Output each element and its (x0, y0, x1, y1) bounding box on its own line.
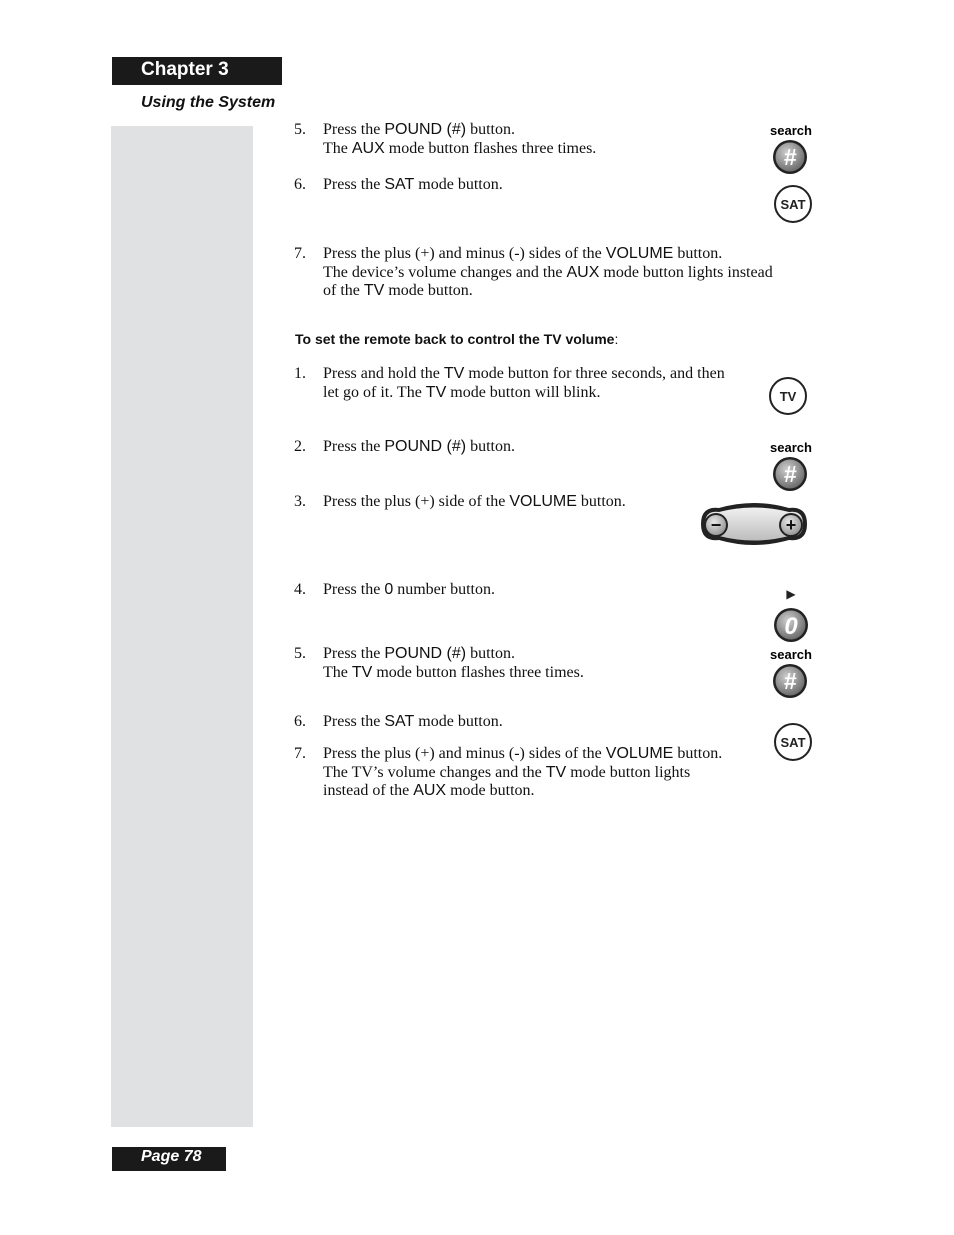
step-line (323, 713, 503, 732)
text-run: mode button. (446, 782, 535, 799)
button-keyword: TV (425, 383, 447, 401)
search-label-2: search (770, 440, 812, 455)
button-keyword: TV (351, 663, 373, 681)
text-run: instead of the (323, 782, 414, 799)
step-line (323, 782, 722, 801)
step-line (323, 140, 596, 159)
step-text (323, 438, 515, 457)
step-text (323, 245, 773, 301)
zero-glyph: 0 (784, 613, 798, 640)
step-line (323, 282, 773, 301)
step-line (323, 438, 515, 457)
page-number-tab (112, 1147, 226, 1171)
text-run: Press the (323, 581, 385, 598)
text-run: mode button flashes three times. (372, 663, 584, 681)
step-number: 6. (294, 176, 306, 193)
sat-label: SAT (780, 197, 806, 212)
text-run: Press the (323, 176, 385, 193)
text-run: number button. (393, 581, 495, 598)
text-run: mode button will blink. (446, 383, 601, 401)
button-keyword: TV (363, 282, 385, 299)
step-number: 4. (294, 581, 306, 598)
step-text (323, 121, 596, 158)
button-keyword: TV (545, 763, 567, 781)
text-run: Press the (323, 645, 385, 662)
step-line (323, 176, 503, 195)
button-keyword: AUX (566, 263, 600, 281)
tv-button-icon (768, 376, 810, 416)
text-run: Press the plus (+) and minus (-) sides of the (323, 745, 606, 762)
button-keyword: 0 (384, 581, 394, 598)
step-text (323, 365, 725, 402)
minus-glyph: − (710, 515, 722, 535)
subheading (295, 331, 618, 347)
text-run: mode button. (414, 176, 503, 193)
step-line (323, 493, 626, 512)
text-run: let go of it. The (323, 383, 426, 401)
step-number: 1. (294, 365, 306, 382)
pound-search-button-icon (764, 123, 818, 179)
text-run: mode button flashes three times. (384, 139, 597, 157)
step-line (323, 645, 584, 664)
text-run: mode button. (414, 713, 503, 730)
step-line (323, 664, 584, 683)
text-run: of the (323, 282, 364, 299)
step-text (323, 645, 584, 682)
step-line (323, 384, 725, 403)
chapter-title: Chapter 3 (141, 59, 229, 80)
pound-search-button-icon-3 (764, 647, 818, 703)
step-text (323, 176, 503, 195)
plus-glyph: + (785, 515, 797, 535)
step-line (323, 264, 773, 283)
step-number: 5. (294, 645, 306, 662)
text-run: Press the (323, 713, 385, 730)
step-text (323, 713, 503, 732)
tv-label: TV (779, 389, 797, 404)
text-run: mode button lights instead (599, 263, 773, 281)
button-keyword: VOLUME (509, 493, 577, 510)
play-glyph: ▶ (786, 587, 796, 601)
button-keyword: SAT (384, 176, 415, 193)
button-keyword: SAT (384, 713, 415, 730)
text-run: The device’s volume changes and the (323, 263, 567, 281)
pound-glyph: # (783, 144, 797, 170)
button-keyword: POUND (#) (384, 121, 467, 138)
subheading-text: To set the remote back to control the TV volume (295, 331, 615, 347)
pound-search-button-icon-2 (764, 440, 818, 496)
search-label-3: search (770, 647, 812, 662)
step-text (323, 493, 626, 512)
text-run: mode button for three seconds, and then (464, 365, 725, 382)
text-run: button. (673, 245, 723, 262)
button-keyword: POUND (#) (384, 438, 467, 455)
pound-glyph-3: # (783, 668, 797, 694)
text-run: Press the (323, 121, 385, 138)
volume-rocker-icon (697, 500, 811, 548)
pound-glyph-2: # (783, 461, 797, 487)
step-line (323, 245, 773, 264)
button-keyword: POUND (#) (384, 645, 467, 662)
step-number: 7. (294, 745, 306, 762)
button-keyword: VOLUME (605, 745, 674, 762)
chapter-header (112, 57, 282, 85)
page-number: Page 78 (141, 1148, 202, 1165)
text-run: The TV’s volume changes and the (323, 763, 546, 781)
text-run: Press the plus (+) and minus (-) sides of the (323, 245, 606, 262)
step-line (323, 764, 722, 783)
subheading-suffix: : (614, 331, 619, 347)
text-run: button. (466, 121, 515, 138)
step-number: 5. (294, 121, 306, 138)
text-run: The (323, 663, 352, 681)
step-number: 7. (294, 245, 306, 262)
sidebar-panel (111, 126, 253, 1127)
step-number: 6. (294, 713, 306, 730)
text-run: button. (466, 645, 515, 662)
text-run: The (323, 139, 352, 157)
text-run: mode button lights (566, 763, 691, 781)
step-line (323, 745, 722, 764)
step-number: 3. (294, 493, 306, 510)
step-text (323, 581, 495, 600)
step-line (323, 121, 596, 140)
sat-button-icon (773, 185, 815, 225)
button-keyword: VOLUME (605, 245, 674, 262)
sat-button-icon-2 (773, 723, 815, 763)
text-run: button. (466, 438, 515, 455)
step-text (323, 745, 722, 801)
text-run: button. (576, 493, 626, 510)
text-run: Press the plus (+) side of the (323, 493, 510, 510)
text-run: Press and hold the (323, 365, 444, 382)
button-keyword: TV (443, 365, 465, 382)
section-title: Using the System (141, 94, 276, 111)
zero-button-icon (768, 584, 814, 644)
step-line (323, 365, 725, 384)
step-line (323, 581, 495, 600)
text-run: button. (673, 745, 723, 762)
button-keyword: AUX (351, 139, 385, 157)
step-number: 2. (294, 438, 306, 455)
button-keyword: AUX (413, 782, 447, 799)
text-run: Press the (323, 438, 385, 455)
sat-label-2: SAT (780, 735, 806, 750)
search-label: search (770, 123, 812, 138)
text-run: mode button. (384, 282, 473, 299)
